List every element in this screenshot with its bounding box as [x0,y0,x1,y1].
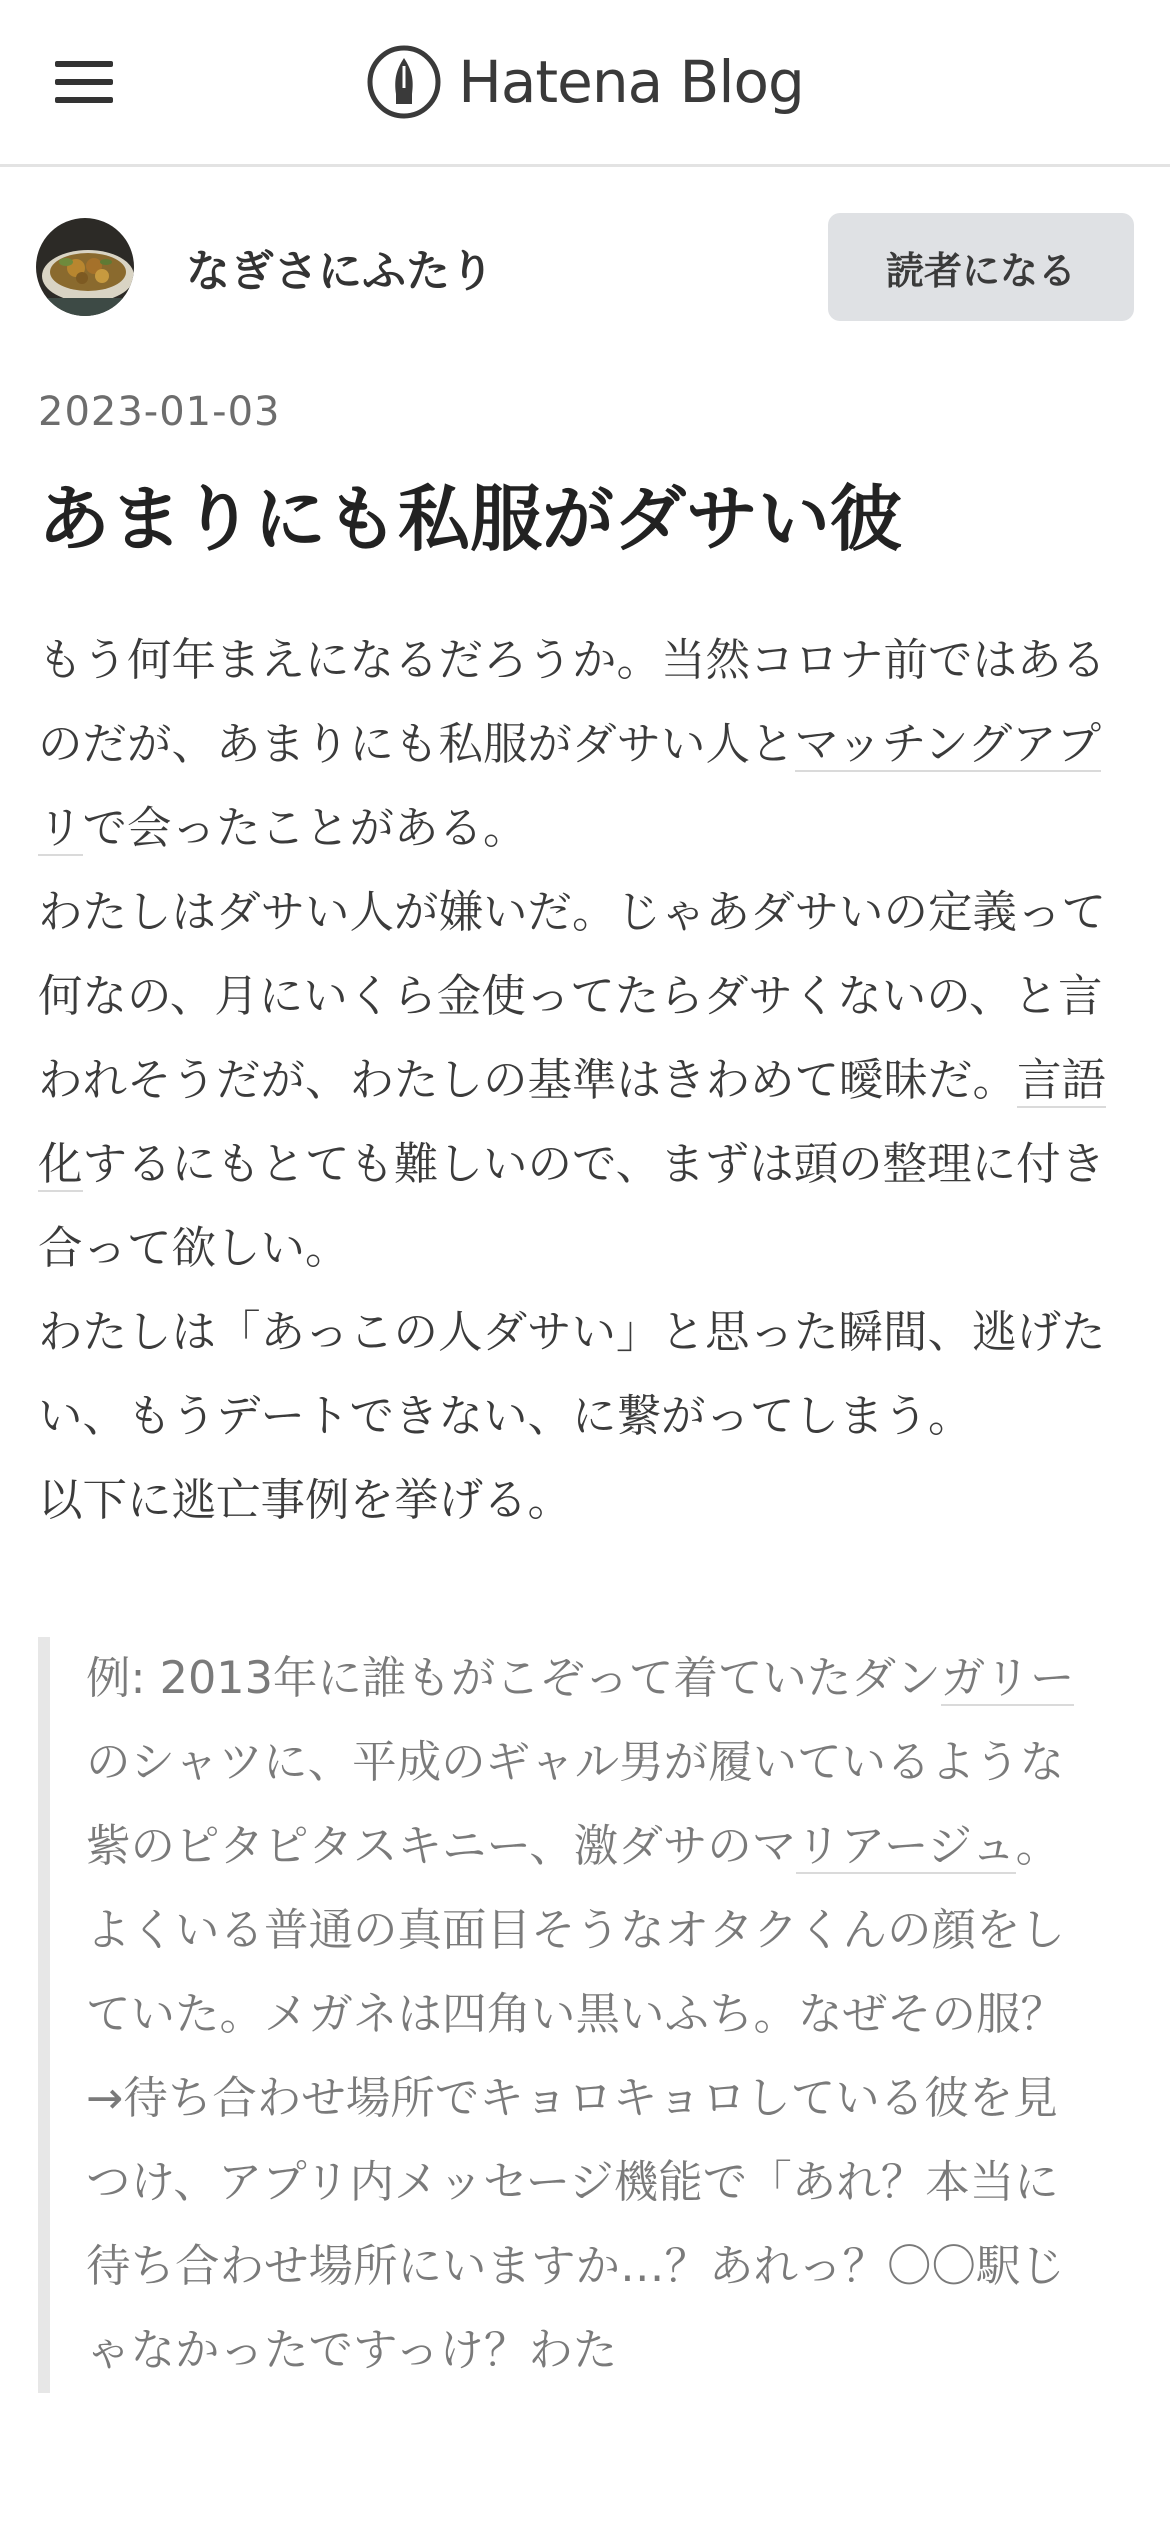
menu-button[interactable] [44,42,124,122]
post-body [38,619,1132,1543]
paragraph-3: わたしは「あっこの人ダサい」と思った瞬間、逃げたい、もうデートできない、に繋がってしまう。 [38,1306,1106,1442]
paragraph-text: もう何年まえになるだろうか。当然コロナ前ではあるのだが、あまりにも私服がダサい人と [38,634,1107,770]
blockquote [38,1637,1092,2393]
quote-text: のシャツに、平成のギャル男が履いているような紫のピタピタスキニー、激ダサのマ [86,1736,1065,1872]
avatar-image [36,218,134,316]
post-title[interactable]: あまりにも私服がダサい彼 [38,477,903,561]
subscribe-button[interactable]: 読者になる [828,213,1134,321]
quote-paragraph-2: →待ち合わせ場所でキョロキョロしている彼を見つけ、アプリ内メッセージ機能で「あれ？本当に待ち合わせ場所にいますか…？あれっ？〇〇駅じゃなかったですっけ？わた [86,2072,1066,2376]
avatar[interactable] [36,218,134,316]
keyword-link-mariage[interactable]: リアージュ [796,1820,1016,1872]
keyword-link-dungaree[interactable]: ガリー [940,1652,1075,1704]
keyword-link-gengoka[interactable]: 言語化 [38,1054,1107,1190]
paragraph-1 [38,619,1132,871]
quote-paragraph-1 [86,1637,1092,2057]
paragraph-4: 以下に逃亡事例を挙げる。 [38,1474,573,1526]
paragraph-2 [38,871,1132,1291]
quote-text: 。よくいる普通の真面目そうなオタクくんの顔をしていた。メガネは四角い黒いふち。なぜその服？ [86,1820,1066,2040]
author-row [0,167,1170,367]
paragraph-text: で会ったことがある。 [82,802,528,854]
hatena-pen-logo-icon [366,44,442,120]
app-header [0,0,1170,167]
author-name[interactable]: なぎさにふたり [186,246,494,297]
paragraph-text: するにもとても難しいので、まずは頭の整理に付き合って欲しい。 [38,1138,1106,1274]
paragraph-text: わたしはダサい人が嫌いだ。じゃあダサいの定義って何なの、月にいくら金使ってたらダサくないの、と言われそうだが、わたしの基準はきわめて曖昧だ。 [38,886,1107,1106]
quote-text: 例: 2013年に誰もがこぞって着ていたダン [86,1652,941,1704]
post-date[interactable]: 2023-01-03 [38,389,281,435]
article [0,389,1170,2393]
hamburger-menu-icon [55,59,113,105]
keyword-link-matching-app[interactable]: マッチングアプリ [38,718,1102,854]
logo-text: Hatena Blog [458,48,804,116]
hatena-blog-logo[interactable] [366,44,804,120]
